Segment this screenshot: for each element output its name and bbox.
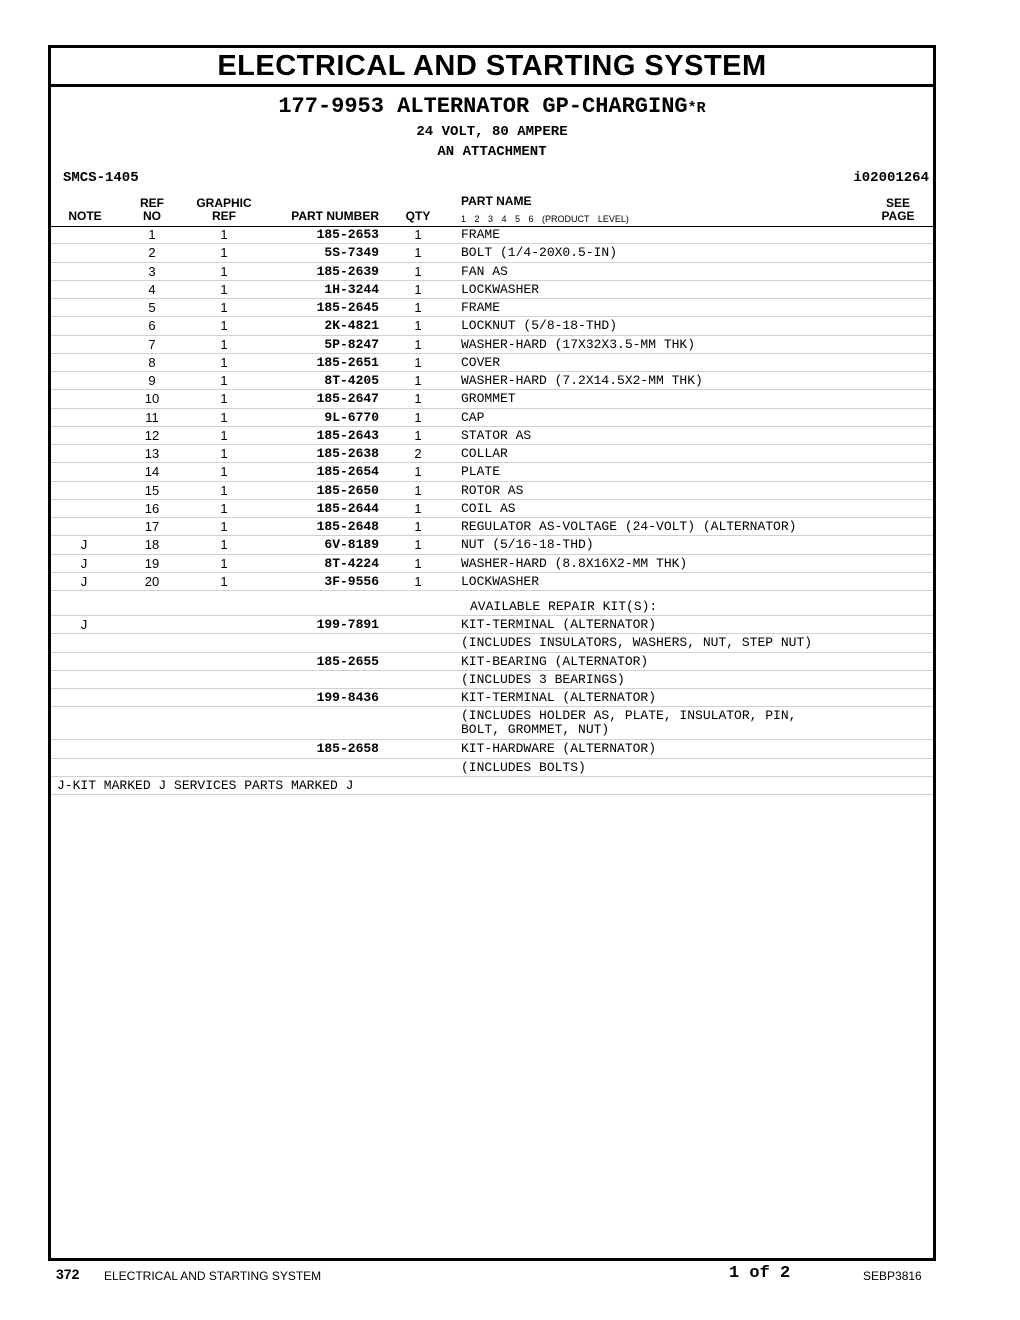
qty-cell: 1 <box>414 281 422 297</box>
part-name-cell: FRAME <box>461 227 501 242</box>
part-name-cell: PLATE <box>461 464 501 480</box>
part-name-cell: (INCLUDES INSULATORS, WASHERS, NUT, STEP NUT) <box>461 635 813 651</box>
table-row <box>51 445 933 463</box>
part-number-cell: 199-7891 <box>316 617 379 632</box>
qty-cell: 1 <box>414 519 422 534</box>
part-name-cell: GROMMET <box>461 391 516 407</box>
ref-no-cell: 12 <box>144 427 160 443</box>
part-number-cell: 185-2638 <box>316 446 379 461</box>
part-name-cell: KIT-TERMINAL (ALTERNATOR) <box>461 617 657 632</box>
qty-cell: 1 <box>414 300 422 315</box>
qty-cell: 1 <box>414 537 422 553</box>
part-name-cell: (INCLUDES HOLDER AS, PLATE, INSULATOR, PIN, BOLT, GROMMET, NUT) <box>461 708 797 738</box>
kits-header-row <box>51 591 933 616</box>
kit-row <box>51 616 933 634</box>
table-row <box>51 390 933 408</box>
note-cell: J <box>80 555 88 571</box>
header-ref-line1: REF <box>140 196 164 210</box>
kits-header: AVAILABLE REPAIR KIT(S): <box>470 599 658 614</box>
graphic-ref-cell: 1 <box>220 300 228 315</box>
ref-no-cell: 8 <box>148 354 156 370</box>
qty-cell: 1 <box>414 336 422 352</box>
table-row <box>51 427 933 445</box>
header-product-levels: 1 2 3 4 5 6 (PRODUCT LEVEL) <box>461 214 629 224</box>
ref-no-cell: 10 <box>144 391 160 407</box>
part-name-cell: WASHER-HARD (8.8X16X2-MM THK) <box>461 555 688 571</box>
part-number-cell: 185-2651 <box>316 354 379 370</box>
part-name-cell: FRAME <box>461 300 501 315</box>
ref-no-cell: 18 <box>144 537 160 553</box>
table-row <box>51 536 933 554</box>
table-row <box>51 281 933 299</box>
ref-no-cell: 1 <box>148 227 156 242</box>
table-row <box>51 336 933 354</box>
part-number-cell: 185-2643 <box>316 427 379 443</box>
graphic-ref-cell: 1 <box>220 281 228 297</box>
part-name-cell: BOLT (1/4-20X0.5-IN) <box>461 245 618 261</box>
part-name-cell: (INCLUDES 3 BEARINGS) <box>461 671 625 687</box>
qty-cell: 1 <box>414 573 422 589</box>
parts-table <box>51 226 933 795</box>
table-row <box>51 244 933 262</box>
table-row <box>51 555 933 573</box>
graphic-ref-cell: 1 <box>220 409 228 425</box>
part-number-cell: 185-2644 <box>316 500 379 516</box>
footer-page-of: 1 of 2 <box>729 1264 791 1283</box>
group-subtitle-1: 24 VOLT, 80 AMPERE <box>416 124 568 140</box>
kit-row <box>51 634 933 652</box>
graphic-ref-cell: 1 <box>220 354 228 370</box>
part-name-cell: CAP <box>461 409 485 425</box>
part-name-cell: LOCKWASHER <box>461 573 540 589</box>
qty-cell: 1 <box>414 373 422 388</box>
header-part-number: PART NUMBER <box>291 209 379 223</box>
smcs-code: SMCS-1405 <box>63 170 139 186</box>
note-cell: J <box>80 537 88 553</box>
header-graphic-line1: GRAPHIC <box>196 196 252 210</box>
part-name-cell: WASHER-HARD (7.2X14.5X2-MM THK) <box>461 373 703 388</box>
qty-cell: 1 <box>414 500 422 516</box>
part-number-cell: 185-2639 <box>316 263 379 279</box>
part-number-cell: 9L-6770 <box>324 409 379 425</box>
table-row <box>51 518 933 536</box>
footnote-row <box>51 777 933 795</box>
header-see-line2: PAGE <box>881 209 915 223</box>
graphic-ref-cell: 1 <box>220 318 228 334</box>
header-note: NOTE <box>68 209 102 223</box>
qty-cell: 1 <box>414 245 422 261</box>
part-number-cell: 8T-4224 <box>324 555 379 571</box>
qty-cell: 1 <box>414 464 422 480</box>
graphic-ref-cell: 1 <box>220 446 228 461</box>
part-number-cell: 6V-8189 <box>324 537 379 553</box>
part-number-cell: 185-2650 <box>316 482 379 498</box>
part-number-cell: 185-2655 <box>316 653 379 669</box>
part-number-cell: 2K-4821 <box>324 318 379 334</box>
document-id: i02001264 <box>853 170 929 186</box>
ref-no-cell: 7 <box>148 336 156 352</box>
part-name-cell: STATOR AS <box>461 427 532 443</box>
graphic-ref-cell: 1 <box>220 427 228 443</box>
footnote-text: J-KIT MARKED J SERVICES PARTS MARKED J <box>57 777 354 793</box>
group-title-text: 177-9953 ALTERNATOR GP-CHARGING <box>278 94 688 119</box>
part-name-cell: LOCKNUT (5/8-18-THD) <box>461 318 618 334</box>
qty-cell: 1 <box>414 227 422 242</box>
header-graphic-line2: REF <box>212 209 236 223</box>
part-name-cell: KIT-TERMINAL (ALTERNATOR) <box>461 690 657 705</box>
table-row <box>51 409 933 427</box>
ref-no-cell: 4 <box>148 281 156 297</box>
kit-row <box>51 740 933 758</box>
section-title: ELECTRICAL AND STARTING SYSTEM <box>51 48 933 87</box>
qty-cell: 1 <box>414 318 422 334</box>
kit-row <box>51 759 933 777</box>
part-number-cell: 8T-4205 <box>324 373 379 388</box>
ref-no-cell: 17 <box>144 519 160 534</box>
qty-cell: 2 <box>414 446 422 461</box>
ref-no-cell: 9 <box>148 373 156 388</box>
footer-title: ELECTRICAL AND STARTING SYSTEM <box>104 1269 322 1283</box>
ref-no-cell: 14 <box>144 464 160 480</box>
ref-no-cell: 5 <box>148 300 156 315</box>
graphic-ref-cell: 1 <box>220 373 228 388</box>
table-row <box>51 500 933 518</box>
note-cell: J <box>80 573 88 589</box>
part-name-cell: LOCKWASHER <box>461 281 540 297</box>
graphic-ref-cell: 1 <box>220 263 228 279</box>
header-qty: QTY <box>405 209 431 223</box>
qty-cell: 1 <box>414 427 422 443</box>
ref-no-cell: 20 <box>144 573 160 589</box>
table-row <box>51 263 933 281</box>
kit-row <box>51 671 933 689</box>
part-name-cell: COIL AS <box>461 500 516 516</box>
page-frame <box>48 45 936 1261</box>
group-subtitle-2: AN ATTACHMENT <box>437 144 547 160</box>
kit-row <box>51 689 933 707</box>
qty-cell: 1 <box>414 482 422 498</box>
footer-doc-code: SEBP3816 <box>863 1269 922 1283</box>
part-name-cell: COLLAR <box>461 446 508 461</box>
table-row <box>51 463 933 481</box>
header-ref-line2: NO <box>143 209 161 223</box>
qty-cell: 1 <box>414 354 422 370</box>
header-see-line1: SEE <box>885 196 910 210</box>
ref-no-cell: 19 <box>144 555 160 571</box>
part-number-cell: 185-2648 <box>316 519 379 534</box>
table-row <box>51 573 933 591</box>
group-title <box>51 94 933 122</box>
part-number-cell: 185-2654 <box>316 464 379 480</box>
ref-no-cell: 15 <box>144 482 160 498</box>
graphic-ref-cell: 1 <box>220 573 228 589</box>
part-number-cell: 5P-8247 <box>324 336 379 352</box>
table-row <box>51 372 933 390</box>
kit-row <box>51 707 933 740</box>
qty-cell: 1 <box>414 409 422 425</box>
part-number-cell: 199-8436 <box>316 690 379 705</box>
ref-no-cell: 16 <box>144 500 160 516</box>
table-row <box>51 354 933 372</box>
part-number-cell: 185-2645 <box>316 300 379 315</box>
part-number-cell: 3F-9556 <box>324 573 379 589</box>
part-name-cell: REGULATOR AS-VOLTAGE (24-VOLT) (ALTERNATOR) <box>461 519 797 534</box>
part-number-cell: 185-2653 <box>316 227 379 242</box>
part-number-cell: 185-2658 <box>316 741 379 757</box>
group-title-suffix: *R <box>687 100 706 117</box>
graphic-ref-cell: 1 <box>220 555 228 571</box>
graphic-ref-cell: 1 <box>220 519 228 534</box>
part-number-cell: 1H-3244 <box>324 281 379 297</box>
table-row <box>51 317 933 335</box>
ref-no-cell: 6 <box>148 318 156 334</box>
qty-cell: 1 <box>414 263 422 279</box>
part-name-cell: NUT (5/16-18-THD) <box>461 537 594 553</box>
footer-page-number: 372 <box>56 1266 80 1282</box>
graphic-ref-cell: 1 <box>220 482 228 498</box>
kit-row <box>51 653 933 671</box>
part-name-cell: KIT-HARDWARE (ALTERNATOR) <box>461 741 657 757</box>
graphic-ref-cell: 1 <box>220 227 228 242</box>
graphic-ref-cell: 1 <box>220 464 228 480</box>
part-number-cell: 5S-7349 <box>324 245 379 261</box>
part-name-cell: COVER <box>461 354 501 370</box>
qty-cell: 1 <box>414 391 422 407</box>
part-name-cell: (INCLUDES BOLTS) <box>461 759 586 775</box>
header-part-name: PART NAME <box>461 194 532 208</box>
ref-no-cell: 2 <box>148 245 156 261</box>
graphic-ref-cell: 1 <box>220 500 228 516</box>
graphic-ref-cell: 1 <box>220 391 228 407</box>
note-cell: J <box>80 617 88 632</box>
part-name-cell: KIT-BEARING (ALTERNATOR) <box>461 653 649 669</box>
table-row <box>51 299 933 317</box>
ref-no-cell: 13 <box>144 446 160 461</box>
table-row <box>51 482 933 500</box>
part-name-cell: ROTOR AS <box>461 482 524 498</box>
ref-no-cell: 11 <box>145 409 159 425</box>
graphic-ref-cell: 1 <box>220 537 228 553</box>
graphic-ref-cell: 1 <box>220 336 228 352</box>
table-row <box>51 226 933 244</box>
part-number-cell: 185-2647 <box>316 391 379 407</box>
part-name-cell: WASHER-HARD (17X32X3.5-MM THK) <box>461 336 696 352</box>
ref-no-cell: 3 <box>148 263 156 279</box>
part-name-cell: FAN AS <box>461 263 508 279</box>
graphic-ref-cell: 1 <box>220 245 228 261</box>
qty-cell: 1 <box>414 555 422 571</box>
